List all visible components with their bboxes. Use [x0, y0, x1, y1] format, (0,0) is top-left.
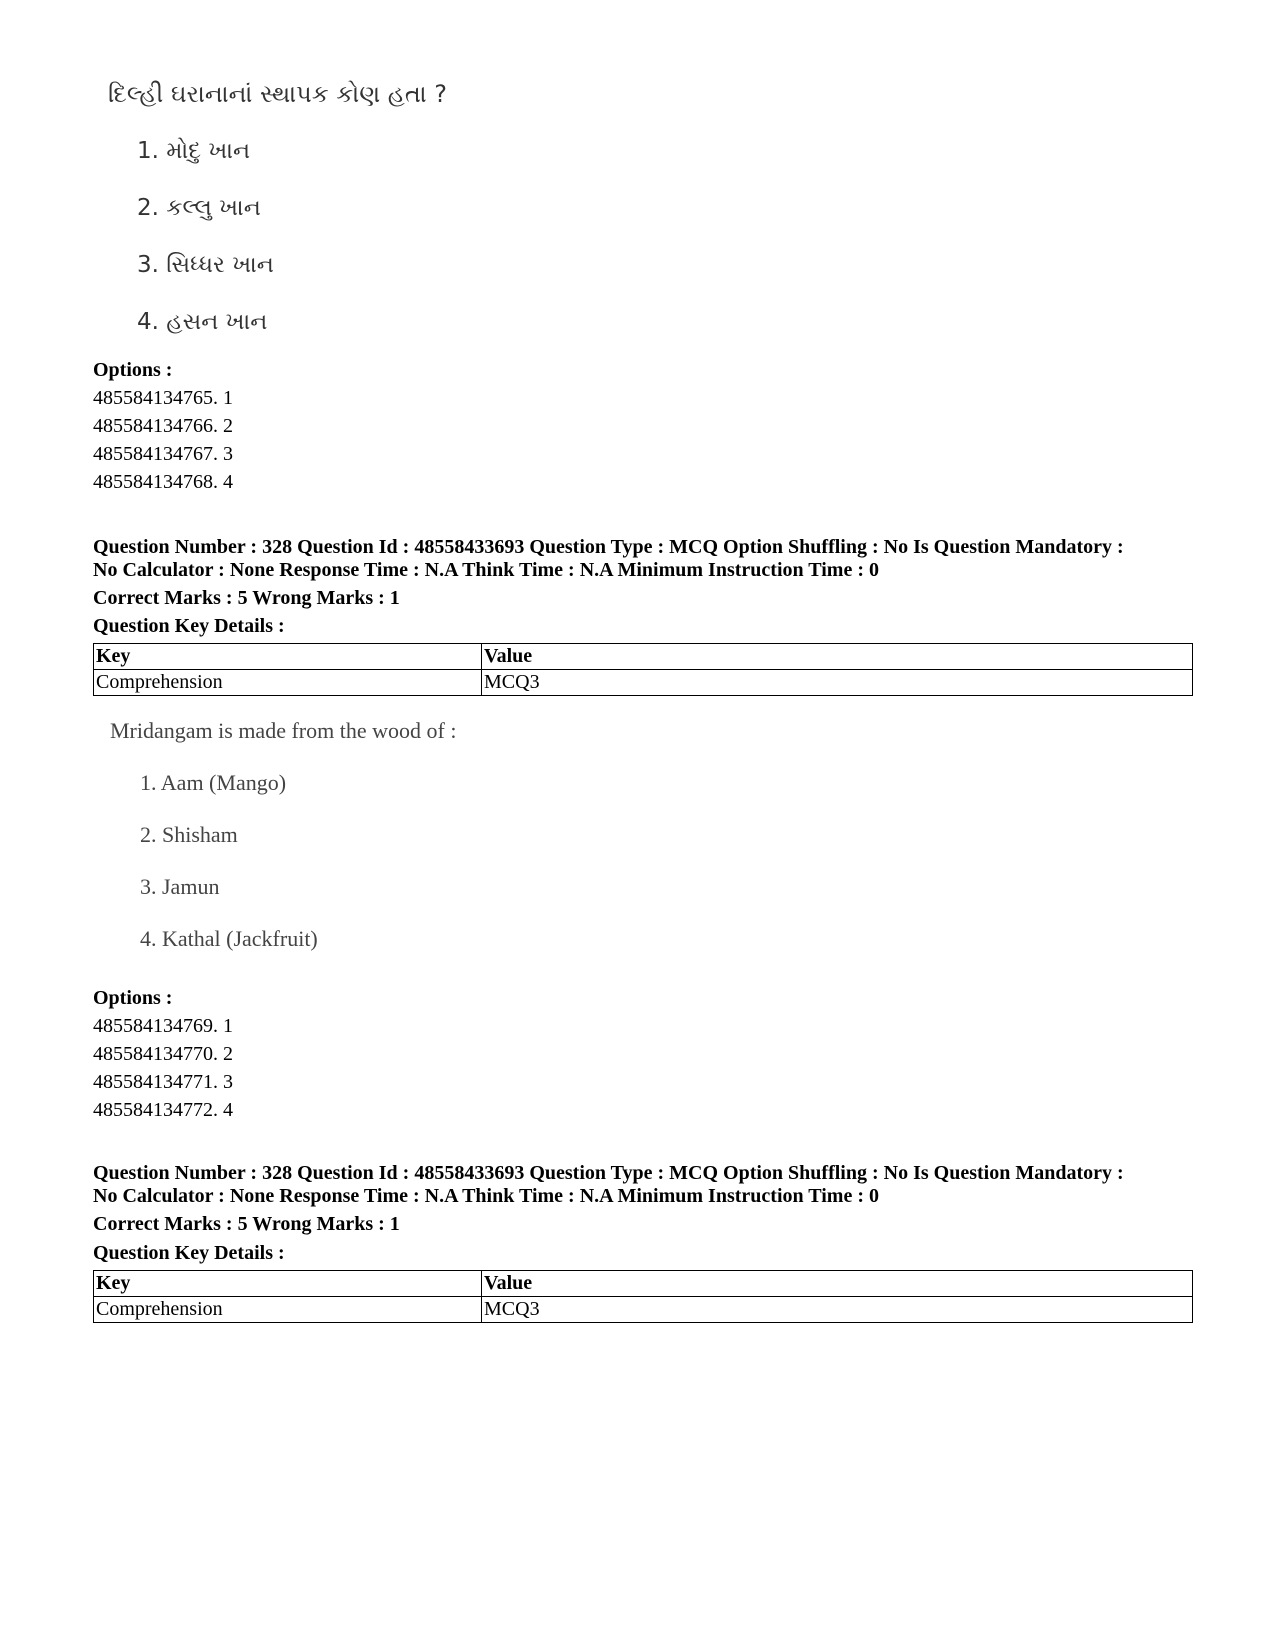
option-item: 485584134771. 3 — [93, 1071, 233, 1093]
options-block — [93, 984, 233, 1124]
question-text: Mridangam is made from the wood of : — [110, 718, 457, 743]
choice-1: 1. Aam (Mango) — [140, 770, 287, 795]
question-meta — [93, 1162, 1203, 1208]
option-item: 485584134770. 2 — [93, 1043, 233, 1065]
key-header: Key — [94, 644, 482, 670]
marks-line: Correct Marks : 5 Wrong Marks : 1 — [93, 1213, 400, 1235]
option-item: 485584134772. 4 — [93, 1099, 233, 1121]
key-details-label: Question Key Details : — [93, 1242, 285, 1264]
option-item: 485584134767. 3 — [93, 443, 233, 465]
option-item: 485584134765. 1 — [93, 387, 233, 409]
choice-4: 4. હસન ખાન — [137, 309, 268, 335]
option-item: 485584134768. 4 — [93, 471, 233, 493]
meta-line-2: No Calculator : None Response Time : N.A Think Time : N.A Minimum Instruction Time : 0 — [93, 559, 879, 581]
option-item: 485584134766. 2 — [93, 415, 233, 437]
table-row — [94, 670, 1193, 696]
choice-1: 1. મોદુ ખાન — [137, 138, 251, 164]
key-cell: Comprehension — [94, 1297, 482, 1323]
key-cell: Comprehension — [94, 670, 482, 696]
choice-3: 3. Jamun — [140, 874, 220, 899]
key-details-table — [93, 1270, 1193, 1323]
value-cell: MCQ3 — [482, 1297, 1193, 1323]
value-header: Value — [482, 1271, 1193, 1297]
meta-line-1: Question Number : 328 Question Id : 48558433693 Question Type : MCQ Option Shuffling : No Is Question Mandatory : — [93, 536, 1124, 558]
choice-2: 2. કલ્લુ ખાન — [137, 195, 261, 221]
marks-line: Correct Marks : 5 Wrong Marks : 1 — [93, 587, 400, 609]
options-block — [93, 356, 233, 496]
key-details-table — [93, 643, 1193, 696]
meta-line-2: No Calculator : None Response Time : N.A Think Time : N.A Minimum Instruction Time : 0 — [93, 1185, 879, 1207]
question-text: દિલ્હી ઘરાનાનાં સ્થાપક કોણ હતા ? — [108, 80, 448, 108]
table-header-row — [94, 644, 1193, 670]
meta-line-1: Question Number : 328 Question Id : 48558433693 Question Type : MCQ Option Shuffling : No Is Question Mandatory : — [93, 1162, 1124, 1184]
choice-3: 3. સિધ્ધર ખાન — [137, 252, 274, 278]
question-image-gujarati — [0, 0, 1275, 350]
option-item: 485584134769. 1 — [93, 1015, 233, 1037]
question-meta — [93, 536, 1203, 582]
key-details-label: Question Key Details : — [93, 615, 285, 637]
table-header-row — [94, 1271, 1193, 1297]
value-cell: MCQ3 — [482, 670, 1193, 696]
value-header: Value — [482, 644, 1193, 670]
options-label: Options : — [93, 987, 173, 1009]
options-label: Options : — [93, 359, 173, 381]
question-image-english — [0, 700, 1275, 950]
choice-4: 4. Kathal (Jackfruit) — [140, 926, 318, 951]
table-row — [94, 1297, 1193, 1323]
key-header: Key — [94, 1271, 482, 1297]
choice-2: 2. Shisham — [140, 822, 238, 847]
